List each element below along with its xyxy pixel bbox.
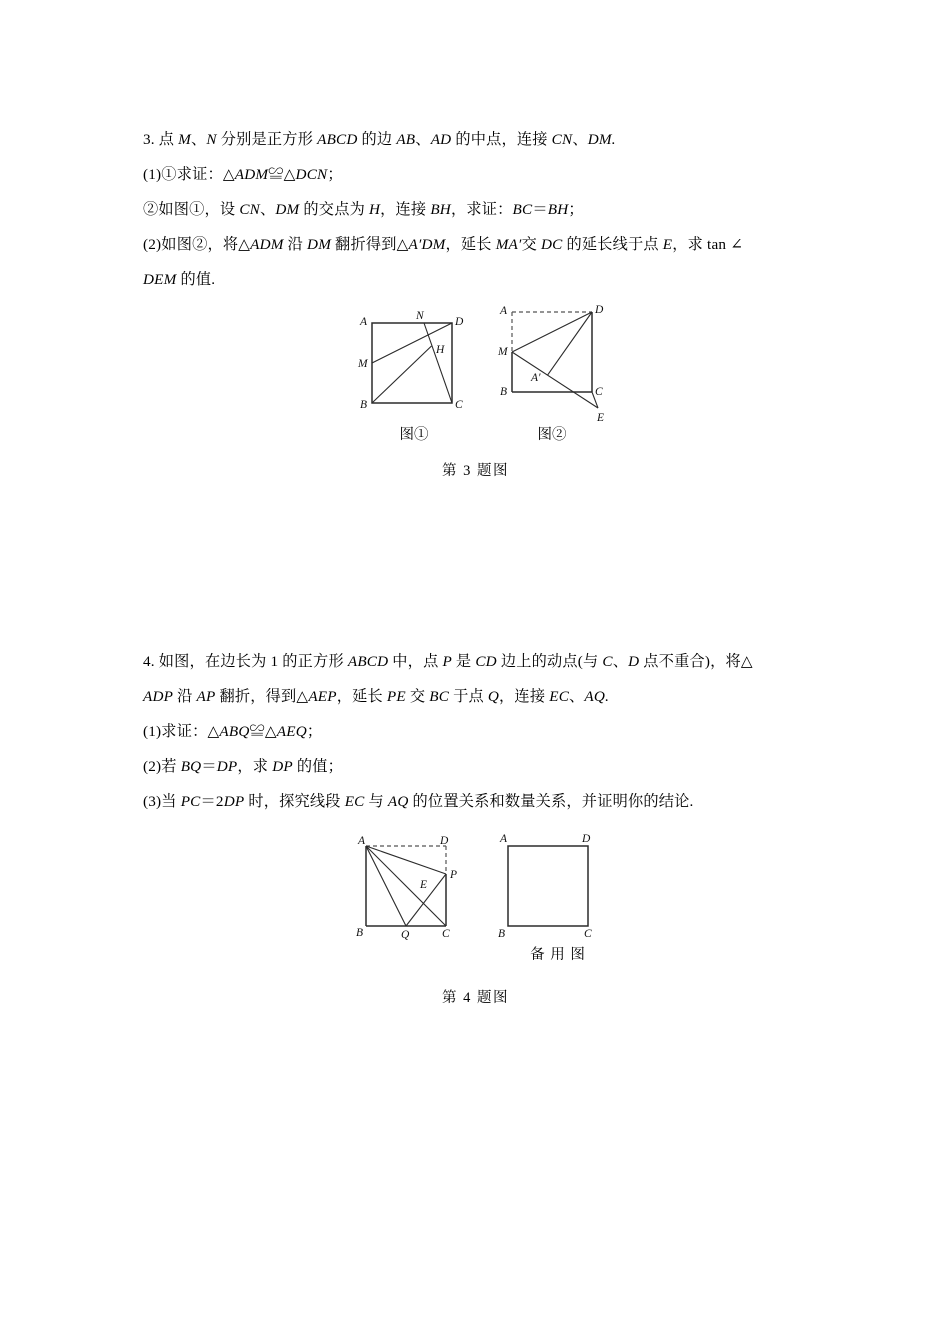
figure-1-label-A: A bbox=[360, 316, 368, 328]
figure-1-label-C: C bbox=[455, 399, 463, 411]
problem-4-figure-caption: 第 4 题图 bbox=[442, 990, 509, 1006]
figure-3-label-A: A bbox=[358, 835, 366, 847]
problem-4-line-3: (1)求证：△ABQ≌△AEQ； bbox=[143, 723, 323, 740]
figure-1-label-H: H bbox=[436, 344, 445, 356]
problem-3-text bbox=[143, 122, 815, 297]
figure-4-label-A: A bbox=[500, 833, 508, 845]
figure-1-label-N: N bbox=[416, 310, 424, 322]
figure-2-caption: 图② bbox=[537, 427, 567, 443]
problem-4-line-4: (2)若 BQ＝DP，求 DP 的值； bbox=[143, 758, 344, 775]
figure-3-label-D: D bbox=[440, 835, 449, 847]
problem-3-line-1: 3. 点 M、N 分别是正方形 ABCD 的边 AB、AD 的中点，连接 CN、DM. bbox=[143, 131, 616, 148]
figure-4-spare bbox=[490, 830, 620, 963]
figure-3-label-Q: Q bbox=[401, 929, 410, 941]
figure-2-label-B: B bbox=[500, 386, 508, 398]
problem-3-figure-caption: 第 3 题图 bbox=[442, 463, 509, 479]
figure-3-label-E: E bbox=[420, 879, 428, 891]
problem-4-line-2: ADP 沿 AP 翻折，得到△AEP，延长 PE 交 BC 于点 Q，连接 EC、AQ. bbox=[143, 688, 610, 705]
figure-4-spare-drawing bbox=[490, 830, 620, 950]
figure-1-label-D: D bbox=[455, 316, 464, 328]
figure-4-label-D: D bbox=[582, 833, 591, 845]
figure-3-label-C: C bbox=[442, 928, 450, 940]
problem-4-text bbox=[143, 644, 815, 819]
figure-4-label-C: C bbox=[584, 928, 592, 940]
figure-1-caption: 图① bbox=[399, 427, 429, 443]
figure-3-label-P: P bbox=[450, 869, 458, 881]
problem-4-line-5: (3)当 PC＝2DP 时，探究线段 EC 与 AQ 的位置关系和数量关系，并证明你的结论. bbox=[143, 793, 694, 810]
figure-3 bbox=[348, 830, 478, 950]
figure-2-label-M: M bbox=[498, 346, 508, 358]
figure-1-label-B: B bbox=[360, 399, 368, 411]
figure-2-label-A-prime: A′ bbox=[531, 372, 541, 384]
figure-3-drawing bbox=[348, 830, 478, 950]
figure-2-label-C: C bbox=[595, 386, 603, 398]
figure-1-label-M: M bbox=[358, 358, 368, 370]
problem-3-line-4: (2)如图②，将△ADM 沿 DM 翻折得到△A′DM，延长 MA′交 DC 的延长线于点 E，求 tan ∠ bbox=[143, 236, 744, 253]
figure-2-label-D: D bbox=[595, 304, 604, 316]
problem-3-line-2: (1)①求证：△ADM≌△DCN； bbox=[143, 166, 343, 183]
figure-1-drawing bbox=[352, 305, 477, 420]
figure-2-label-E: E bbox=[597, 412, 605, 424]
figure-1 bbox=[352, 305, 477, 443]
problem-4-line-1: 4. 如图，在边长为 1 的正方形 ABCD 中，点 P 是 CD 边上的动点(与 C、D 点不重合)，将△ bbox=[143, 653, 753, 670]
problem-3-line-3: ②如图①，设 CN、DM 的交点为 H，连接 BH，求证：BC＝BH； bbox=[143, 201, 584, 218]
figure-2-drawing bbox=[490, 298, 625, 423]
problem-3-line-5: DEM 的值. bbox=[143, 271, 216, 288]
figure-4-spare-caption: 备 用 图 bbox=[530, 947, 586, 963]
figure-2-label-A: A bbox=[500, 305, 508, 317]
figure-4-label-B: B bbox=[498, 928, 506, 940]
figure-3-label-B: B bbox=[356, 927, 364, 939]
figure-2 bbox=[490, 298, 625, 443]
